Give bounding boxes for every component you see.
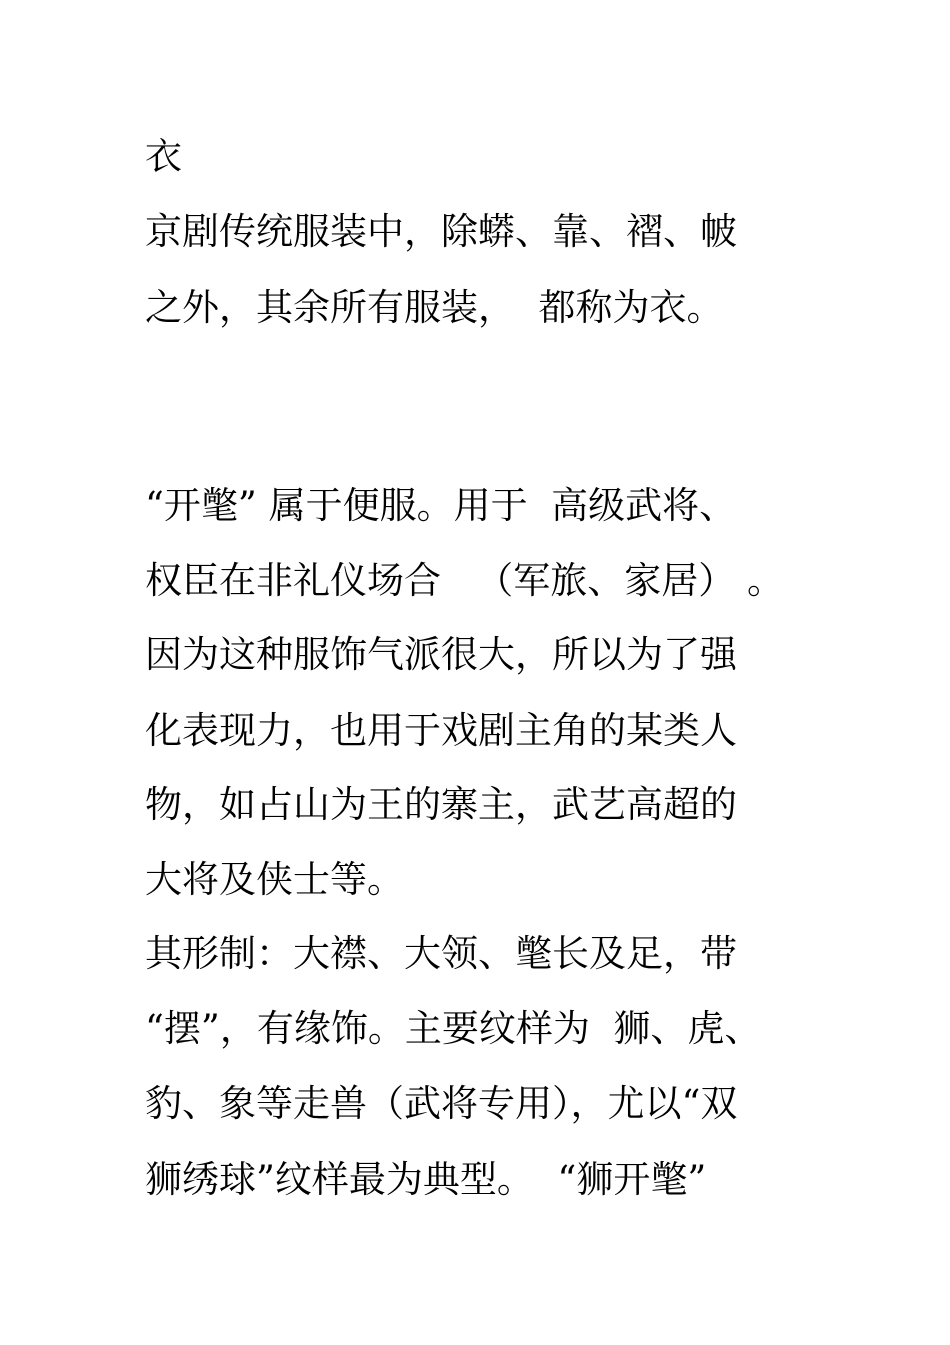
paragraph-2-line-1: “开氅” 属于便服。用于 高级武将、	[145, 484, 737, 527]
paragraph-2-line-5: 物，如占山为王的寨主，武艺高超的	[145, 783, 737, 826]
paragraph-2-line-4: 化表现力，也用于戏剧主角的某类人	[145, 709, 737, 752]
paragraph-3-line-1: 其形制：大襟、大领、氅长及足，带	[145, 932, 737, 975]
paragraph-2-line-6: 大将及侠士等。	[145, 858, 404, 901]
paragraph-2-line-2: 权臣在非礼仪场合 （军旅、家居） 。	[145, 559, 785, 602]
paragraph-2-line-3: 因为这种服饰气派很大，所以为了强	[145, 633, 737, 676]
heading: 衣	[145, 135, 182, 178]
paragraph-3-line-3: 豹、象等走兽（武将专用），尤以“双	[145, 1082, 738, 1125]
paragraph-3-line-4: 狮绣球”纹样最为典型。 “狮开氅”	[145, 1158, 707, 1201]
paragraph-3-line-2: “摆”，有缘饰。主要纹样为 狮、虎、	[145, 1007, 762, 1050]
paragraph-1-line-2: 之外，其余所有服装， 都称为衣。	[145, 286, 724, 329]
paragraph-1-line-1: 京剧传统服装中，除蟒、靠、褶、帔	[145, 210, 737, 253]
